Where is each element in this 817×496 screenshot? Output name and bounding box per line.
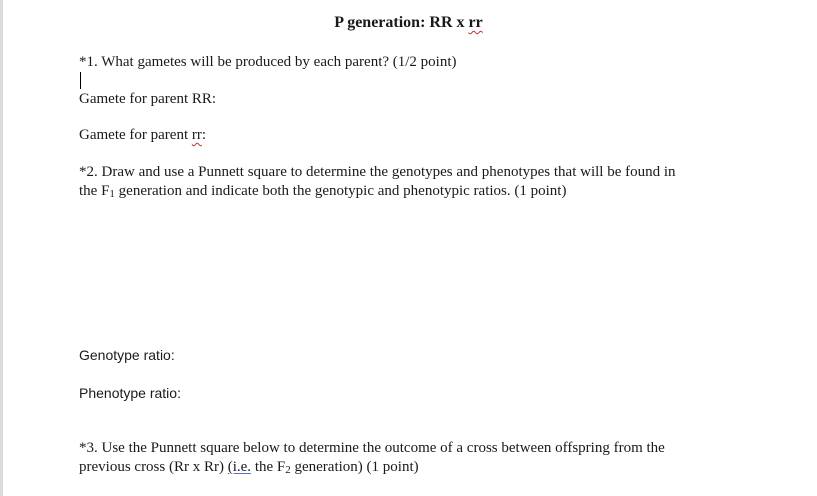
rr-word: rr xyxy=(191,127,202,143)
question-1: *1. What gametes will be produced by each parent? (1/2 point) xyxy=(79,54,457,70)
gamete-parent-rr: Gamete for parent rr: xyxy=(79,127,207,143)
question-2-line-1: *2. Draw and use a Punnett square to determine the genotypes and phenotypes that will be found in xyxy=(79,164,676,180)
title-cross-word: rr xyxy=(468,14,483,31)
document-title xyxy=(0,13,817,32)
ie-abbreviation: (i.e. xyxy=(227,459,252,475)
page-left-border xyxy=(0,0,3,496)
question-2-line-2: the $F_1$ generation and indicate both the genotypic and phenotypic ratios. (1 point) xyxy=(79,183,567,200)
question-3-line-2: previous cross (Rr x Rr) (i.e. the $F_2$ generation) (1 point) xyxy=(79,459,419,476)
text-cursor xyxy=(80,72,81,89)
genotype-ratio-label: Genotype ratio: xyxy=(79,347,175,363)
phenotype-ratio-label: Phenotype ratio: xyxy=(79,385,181,401)
gamete-parent-RR: Gamete for parent RR: xyxy=(79,91,217,107)
title-text: P generation: RR x xyxy=(334,14,469,31)
question-3-line-1: *3. Use the Punnett square below to determine the outcome of a cross between offspring from the xyxy=(79,440,665,456)
